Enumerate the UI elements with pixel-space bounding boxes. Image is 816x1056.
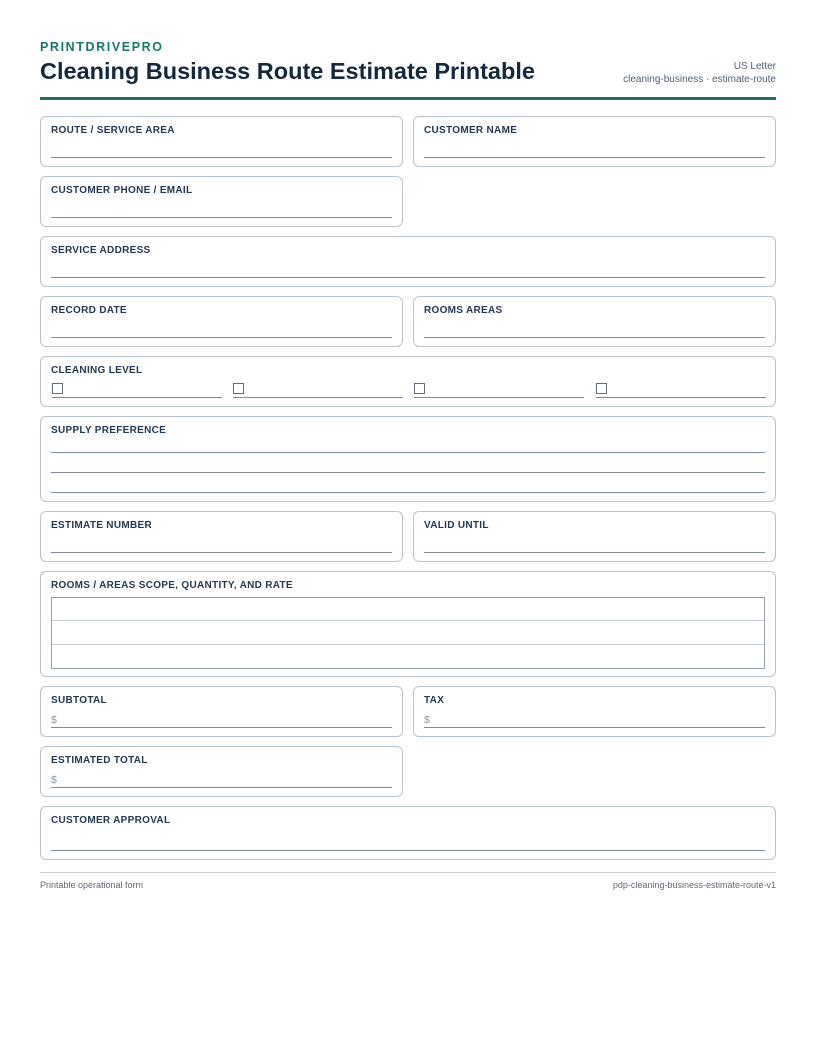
- subtotal-label: SUBTOTAL: [51, 695, 107, 706]
- header-divider: [40, 97, 776, 100]
- customer-approval-label: CUSTOMER APPROVAL: [51, 815, 171, 826]
- estimated-total-input-line[interactable]: [51, 787, 392, 788]
- scope-table-field: [40, 571, 776, 677]
- scope-table-grid: [51, 597, 765, 669]
- estimate-number-input-line[interactable]: [51, 552, 392, 553]
- rooms-areas-input-line[interactable]: [424, 337, 765, 338]
- estimated-total-field: [40, 746, 403, 797]
- customer-name-label: CUSTOMER NAME: [424, 125, 518, 136]
- checkbox[interactable]: [52, 383, 63, 394]
- supply-preference-line-3[interactable]: [51, 492, 765, 493]
- cleaning-level-option-2: [233, 383, 403, 398]
- cleaning-level-field: [40, 356, 776, 407]
- cleaning-level-option-3: [414, 383, 584, 398]
- customer-phone-email-input-line[interactable]: [51, 217, 392, 218]
- service-address-field: [40, 236, 776, 287]
- tax-field: [413, 686, 776, 737]
- option-write-in-line[interactable]: [52, 397, 222, 398]
- estimated-total-currency-symbol: $: [51, 774, 57, 786]
- option-write-in-line[interactable]: [233, 397, 403, 398]
- tax-currency-symbol: $: [424, 714, 430, 726]
- option-write-in-line[interactable]: [596, 397, 766, 398]
- tax-input-line[interactable]: [424, 727, 765, 728]
- customer-phone-email-field: [40, 176, 403, 227]
- service-address-input-line[interactable]: [51, 277, 765, 278]
- record-date-field: [40, 296, 403, 347]
- checkbox[interactable]: [596, 383, 607, 394]
- table-row[interactable]: [52, 598, 764, 621]
- cleaning-level-option-1: [52, 383, 222, 398]
- route-service-area-field: [40, 116, 403, 167]
- valid-until-input-line[interactable]: [424, 552, 765, 553]
- subtotal-field: [40, 686, 403, 737]
- option-write-in-line[interactable]: [414, 397, 584, 398]
- checkbox[interactable]: [414, 383, 425, 394]
- checkbox[interactable]: [233, 383, 244, 394]
- subtotal-currency-symbol: $: [51, 714, 57, 726]
- route-service-area-input-line[interactable]: [51, 157, 392, 158]
- rooms-areas-label: ROOMS AREAS: [424, 305, 503, 316]
- customer-name-field: [413, 116, 776, 167]
- estimate-number-label: ESTIMATE NUMBER: [51, 520, 152, 531]
- scope-table-label: ROOMS / AREAS SCOPE, QUANTITY, AND RATE: [51, 580, 293, 591]
- cleaning-level-label: CLEANING LEVEL: [51, 365, 143, 376]
- supply-preference-line-2[interactable]: [51, 472, 765, 473]
- customer-name-input-line[interactable]: [424, 157, 765, 158]
- estimate-number-field: [40, 511, 403, 562]
- record-date-label: RECORD DATE: [51, 305, 127, 316]
- form-id: pdp-cleaning-business-estimate-route-v1: [612, 880, 776, 890]
- supply-preference-field: [40, 416, 776, 502]
- valid-until-label: VALID UNTIL: [424, 520, 489, 531]
- document-tags: cleaning-business · estimate-route: [623, 74, 776, 85]
- rooms-areas-field: [413, 296, 776, 347]
- record-date-input-line[interactable]: [51, 337, 392, 338]
- table-row[interactable]: [52, 645, 764, 668]
- paper-size-label: US Letter: [733, 61, 776, 72]
- tax-label: TAX: [424, 695, 445, 706]
- subtotal-input-line[interactable]: [51, 727, 392, 728]
- supply-preference-line-1[interactable]: [51, 452, 765, 453]
- cleaning-level-option-4: [596, 383, 766, 398]
- estimated-total-label: ESTIMATED TOTAL: [51, 755, 148, 766]
- customer-approval-signature-line[interactable]: [51, 850, 765, 851]
- route-service-area-label: ROUTE / SERVICE AREA: [51, 125, 175, 136]
- valid-until-field: [413, 511, 776, 562]
- table-row[interactable]: [52, 621, 764, 644]
- footer-divider: [40, 872, 776, 873]
- page-title: Cleaning Business Route Estimate Printable: [40, 58, 535, 84]
- supply-preference-label: SUPPLY PREFERENCE: [51, 425, 167, 436]
- service-address-label: SERVICE ADDRESS: [51, 245, 151, 256]
- footer-note: Printable operational form: [40, 880, 144, 890]
- brand-name: PRINTDRIVEPRO: [40, 40, 164, 54]
- document-meta: [623, 60, 776, 86]
- customer-phone-email-label: CUSTOMER PHONE / EMAIL: [51, 185, 193, 196]
- customer-approval-field: [40, 806, 776, 860]
